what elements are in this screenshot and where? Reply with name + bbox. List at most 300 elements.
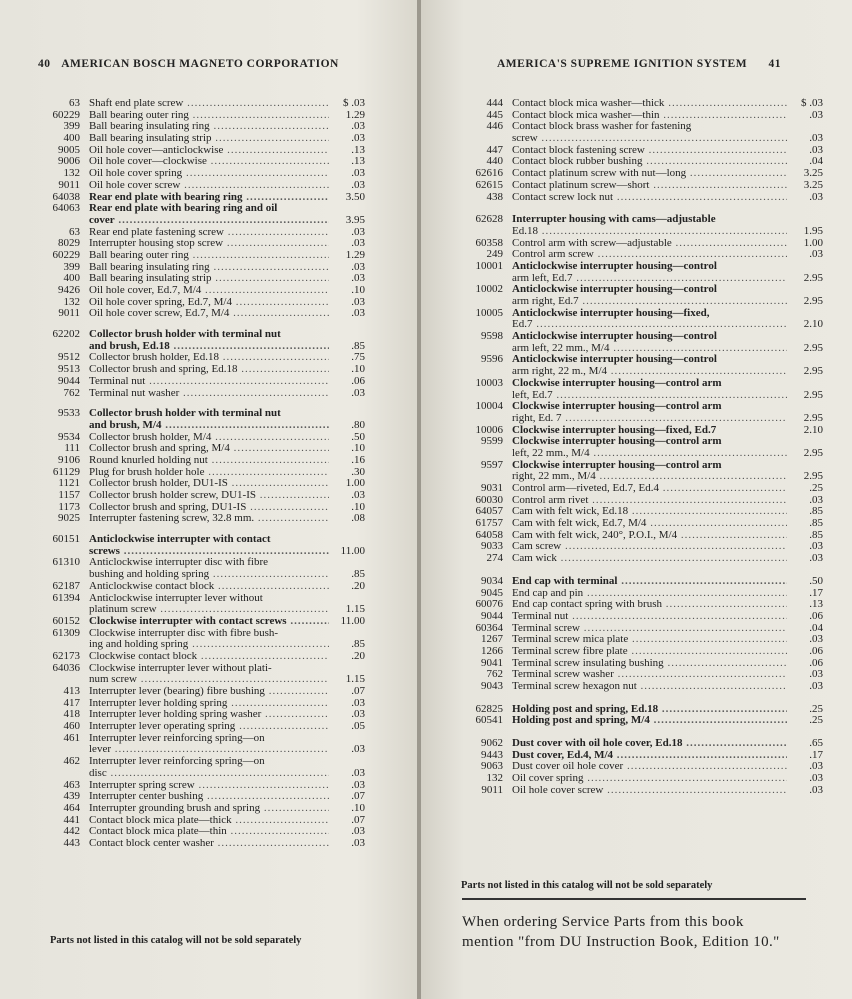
part-row bbox=[461, 681, 823, 693]
part-price: 1.00 bbox=[803, 236, 823, 249]
part-price: 3.25 bbox=[803, 167, 823, 180]
part-row bbox=[461, 669, 823, 681]
part-description: Terminal screw ..... bbox=[512, 623, 787, 635]
part-description: Clockwise interrupter housing—control arm bbox=[512, 436, 722, 448]
part-description: Interrupter lever (bearing) fibre bushing ..... bbox=[89, 686, 329, 698]
part-price: 11.00 bbox=[340, 544, 365, 557]
part-number: 417 bbox=[63, 696, 80, 709]
part-description: left, Ed.7 ..... bbox=[512, 390, 787, 402]
part-description: Ball bearing insulating strip ..... bbox=[89, 273, 329, 285]
part-number: 9006 bbox=[58, 155, 80, 168]
part-price: .03 bbox=[351, 766, 365, 779]
part-number: 9031 bbox=[481, 482, 503, 494]
part-row bbox=[461, 273, 823, 285]
part-row bbox=[461, 168, 823, 180]
part-price: .03 bbox=[351, 295, 365, 308]
part-row bbox=[38, 546, 365, 558]
part-row bbox=[461, 284, 823, 296]
part-price: 3.95 bbox=[345, 213, 365, 226]
part-description: bushing and holding spring ..... bbox=[89, 569, 329, 581]
part-price: 2.95 bbox=[803, 365, 823, 378]
right-page bbox=[421, 0, 852, 999]
part-row bbox=[461, 738, 823, 750]
part-row bbox=[461, 261, 823, 273]
part-price: .06 bbox=[809, 644, 823, 657]
part-description: right, Ed. 7 ..... bbox=[512, 413, 787, 425]
part-row bbox=[461, 390, 823, 402]
part-row bbox=[461, 634, 823, 646]
group-spacer bbox=[461, 693, 823, 704]
part-description: Interrupter housing with cams—adjustable bbox=[512, 214, 716, 226]
part-row bbox=[38, 581, 365, 593]
part-row bbox=[461, 366, 823, 378]
part-number: 399 bbox=[63, 260, 80, 273]
part-row bbox=[38, 388, 365, 400]
part-number: 461 bbox=[63, 731, 80, 744]
part-description: Terminal screw washer ..... bbox=[512, 669, 787, 681]
part-description: Terminal nut ..... bbox=[512, 611, 787, 623]
part-description: Oil hole cover spring, Ed.7, M/4 ..... bbox=[89, 297, 329, 309]
part-row bbox=[461, 773, 823, 785]
part-price: .03 bbox=[809, 493, 823, 506]
part-row bbox=[461, 354, 823, 366]
part-description: num screw ..... bbox=[89, 674, 329, 686]
part-price: .13 bbox=[809, 598, 823, 611]
part-price: 1.29 bbox=[345, 108, 365, 121]
part-description: right, 22 mm., M/4 ..... bbox=[512, 471, 787, 483]
part-number: 61129 bbox=[52, 465, 80, 478]
part-row bbox=[461, 226, 823, 238]
part-price: .07 bbox=[351, 790, 365, 803]
part-description: ing and holding spring ..... bbox=[89, 639, 329, 651]
part-row bbox=[461, 518, 823, 530]
part-row bbox=[38, 756, 365, 768]
part-price: .25 bbox=[809, 714, 823, 727]
part-price: .03 bbox=[809, 783, 823, 796]
part-number: 462 bbox=[63, 755, 80, 768]
part-price: .10 bbox=[351, 801, 365, 814]
part-row bbox=[38, 168, 365, 180]
part-number: 8029 bbox=[58, 237, 80, 250]
part-row bbox=[38, 502, 365, 514]
part-number: 9025 bbox=[58, 512, 80, 525]
part-description: Contact platinum screw with nut—long ..... bbox=[512, 168, 787, 180]
left-page bbox=[0, 0, 419, 999]
part-row bbox=[461, 121, 823, 133]
part-number: 9011 bbox=[481, 783, 503, 796]
part-number: 61757 bbox=[475, 517, 503, 530]
part-description: Oil hole cover screw, Ed.7, M/4 ..... bbox=[89, 308, 329, 320]
part-number: 463 bbox=[63, 778, 80, 791]
part-price: .03 bbox=[809, 190, 823, 203]
part-row bbox=[461, 750, 823, 762]
part-row bbox=[461, 133, 823, 145]
part-row bbox=[38, 768, 365, 780]
part-price: .16 bbox=[351, 453, 365, 466]
part-number: 62202 bbox=[52, 328, 80, 341]
part-price: .13 bbox=[351, 155, 365, 168]
part-price: 1.15 bbox=[345, 673, 365, 686]
part-number: 63 bbox=[69, 225, 80, 238]
part-row bbox=[461, 214, 823, 226]
part-price: 3.25 bbox=[803, 178, 823, 191]
part-description: Dust cover oil hole cover ..... bbox=[512, 761, 787, 773]
part-price: .13 bbox=[351, 143, 365, 156]
left-parts-list bbox=[38, 98, 365, 850]
part-row bbox=[461, 576, 823, 588]
part-description: Interrupter spring screw ..... bbox=[89, 780, 329, 792]
part-description: Ball bearing insulating ring ..... bbox=[89, 262, 329, 274]
part-row bbox=[38, 686, 365, 698]
part-row bbox=[38, 285, 365, 297]
part-price: .03 bbox=[809, 680, 823, 692]
part-description: Terminal nut washer ..... bbox=[89, 388, 329, 400]
group-spacer bbox=[461, 565, 823, 576]
part-number bbox=[461, 296, 512, 308]
part-description: Anticlockwise interrupter housing—fixed, bbox=[512, 307, 710, 319]
part-price: .03 bbox=[351, 778, 365, 791]
part-number: 10005 bbox=[475, 306, 503, 319]
part-description: Interrupter lever holding spring washer ..... bbox=[89, 709, 329, 721]
part-number: 62615 bbox=[475, 178, 503, 191]
part-description: Collector brush holder with terminal nut bbox=[89, 408, 281, 420]
part-description: Interrupter lever reinforcing spring—on bbox=[89, 756, 265, 768]
part-row bbox=[38, 364, 365, 376]
group-spacer bbox=[38, 399, 365, 408]
part-description: Ed.7 ..... bbox=[512, 319, 787, 331]
part-description: Rear end plate with bearing ring and oil bbox=[89, 203, 278, 215]
part-number: 9599 bbox=[481, 435, 503, 448]
part-number: 443 bbox=[63, 836, 80, 849]
part-number: 9005 bbox=[58, 143, 80, 156]
part-price: .03 bbox=[809, 633, 823, 646]
right-parts-list bbox=[461, 98, 823, 797]
part-description: Contact screw lock nut ..... bbox=[512, 192, 787, 204]
part-price: .03 bbox=[351, 178, 365, 191]
part-description: Cam with felt wick, 240°, P.O.I., M/4 ..... bbox=[512, 530, 787, 542]
part-price: .65 bbox=[809, 737, 823, 750]
part-price: .03 bbox=[809, 540, 823, 553]
part-number: 9513 bbox=[58, 363, 80, 376]
part-number: 64063 bbox=[52, 202, 80, 215]
part-description: Contact block fastening screw ..... bbox=[512, 145, 787, 157]
part-number: 9596 bbox=[481, 353, 503, 366]
part-number: 64058 bbox=[475, 528, 503, 541]
part-price bbox=[329, 534, 365, 546]
part-row bbox=[461, 425, 823, 437]
part-number: 60152 bbox=[52, 614, 80, 627]
part-price: 11.00 bbox=[340, 614, 365, 627]
part-row bbox=[461, 249, 823, 261]
part-row bbox=[38, 203, 365, 215]
part-description: Collector brush holder, Ed.18 ..... bbox=[89, 352, 329, 364]
part-number: 447 bbox=[486, 143, 503, 156]
part-price: .03 bbox=[809, 772, 823, 785]
part-price: 2.10 bbox=[803, 318, 823, 331]
right-page-number: 41 bbox=[768, 58, 781, 70]
part-row bbox=[38, 408, 365, 420]
part-row bbox=[38, 341, 365, 353]
part-description: Anticlockwise interrupter housing—control bbox=[512, 331, 717, 343]
part-description: Oil hole cover screw ..... bbox=[89, 180, 329, 192]
part-number: 1173 bbox=[58, 500, 80, 513]
part-row bbox=[461, 530, 823, 542]
part-row bbox=[38, 628, 365, 640]
part-description: screws ..... bbox=[89, 546, 329, 558]
part-price: .03 bbox=[351, 836, 365, 849]
part-price: $ .03 bbox=[343, 97, 365, 109]
part-description: platinum screw ..... bbox=[89, 604, 329, 616]
part-description: End cap contact spring with brush ..... bbox=[512, 599, 787, 611]
part-number: 464 bbox=[63, 801, 80, 814]
part-description: Ed.18 ..... bbox=[512, 226, 787, 238]
part-number: 1266 bbox=[481, 644, 503, 657]
part-price: .50 bbox=[809, 574, 823, 587]
part-number: 10003 bbox=[475, 376, 503, 389]
part-row bbox=[461, 599, 823, 611]
part-number: 63 bbox=[69, 97, 80, 109]
part-price: .03 bbox=[351, 132, 365, 145]
part-description: disc ..... bbox=[89, 768, 329, 780]
part-price: .30 bbox=[351, 465, 365, 478]
part-number: 762 bbox=[63, 386, 80, 399]
part-price: .03 bbox=[809, 108, 823, 121]
part-price bbox=[329, 329, 365, 341]
part-number: 62616 bbox=[475, 167, 503, 180]
part-price: .04 bbox=[809, 155, 823, 168]
part-description: Terminal nut ..... bbox=[89, 376, 329, 388]
part-row bbox=[461, 495, 823, 507]
part-price: $ .03 bbox=[801, 97, 823, 109]
part-row bbox=[38, 744, 365, 756]
part-description: Collector brush and spring, Ed.18 ..... bbox=[89, 364, 329, 376]
part-row bbox=[461, 192, 823, 204]
part-row bbox=[461, 623, 823, 635]
part-row bbox=[461, 658, 823, 670]
part-number: 9034 bbox=[481, 574, 503, 587]
part-row bbox=[461, 483, 823, 495]
part-price: .20 bbox=[351, 579, 365, 592]
part-description: End cap with terminal ..... bbox=[512, 576, 787, 588]
part-number: 9011 bbox=[58, 307, 80, 320]
part-description: Control arm—riveted, Ed.7, Ed.4 ..... bbox=[512, 483, 787, 495]
part-price: .10 bbox=[351, 500, 365, 513]
part-price: .03 bbox=[351, 120, 365, 133]
part-row bbox=[38, 455, 365, 467]
part-number: 111 bbox=[64, 442, 80, 455]
part-row bbox=[461, 156, 823, 168]
part-row bbox=[38, 838, 365, 850]
part-description: Clockwise interrupter housing—control arm bbox=[512, 377, 722, 389]
part-number bbox=[38, 420, 89, 432]
part-number: 400 bbox=[63, 272, 80, 285]
part-row bbox=[38, 478, 365, 490]
part-price: .06 bbox=[809, 609, 823, 622]
part-description: Interrupter center bushing ..... bbox=[89, 791, 329, 803]
part-row bbox=[38, 826, 365, 838]
part-row bbox=[461, 448, 823, 460]
part-description: Collector brush holder, DU1-IS ..... bbox=[89, 478, 329, 490]
part-row bbox=[38, 192, 365, 204]
part-number: 62628 bbox=[475, 213, 503, 226]
part-number: 64036 bbox=[52, 661, 80, 674]
part-price: .03 bbox=[351, 167, 365, 180]
part-row bbox=[461, 646, 823, 658]
part-row bbox=[38, 604, 365, 616]
part-number: 9533 bbox=[58, 407, 80, 420]
part-row bbox=[38, 121, 365, 133]
part-description: Shaft end plate screw ..... bbox=[89, 98, 329, 110]
right-page-running-title: AMERICA'S SUPREME IGNITION SYSTEM bbox=[497, 58, 748, 70]
part-price: 1.00 bbox=[345, 477, 365, 490]
part-row bbox=[38, 110, 365, 122]
part-number: 132 bbox=[63, 167, 80, 180]
part-description: Control arm rivet ..... bbox=[512, 495, 787, 507]
part-price: 2.95 bbox=[803, 341, 823, 354]
left-page-number: 40 bbox=[38, 58, 51, 70]
part-price: .10 bbox=[351, 442, 365, 455]
part-price bbox=[787, 331, 823, 343]
part-number: 64057 bbox=[475, 505, 503, 518]
part-row bbox=[38, 721, 365, 733]
part-price: .03 bbox=[809, 248, 823, 261]
part-price: .07 bbox=[351, 685, 365, 697]
part-description: left, 22 mm., M/4 ..... bbox=[512, 448, 787, 460]
part-description: Clockwise interrupter housing—control arm bbox=[512, 459, 722, 471]
part-number: 60364 bbox=[475, 621, 503, 634]
part-description: Collector brush holder, M/4 ..... bbox=[89, 432, 329, 444]
part-row bbox=[461, 343, 823, 355]
part-description: Cam screw ..... bbox=[512, 541, 787, 553]
part-description: Collector brush and spring, M/4 ..... bbox=[89, 443, 329, 455]
part-price: .03 bbox=[351, 489, 365, 501]
part-price: .03 bbox=[351, 386, 365, 399]
part-number: 440 bbox=[486, 155, 503, 168]
part-row bbox=[38, 145, 365, 157]
part-number bbox=[38, 768, 89, 780]
part-description: Clockwise interrupter housing—control arm bbox=[512, 401, 722, 413]
part-number: 10002 bbox=[475, 283, 503, 296]
part-price: .17 bbox=[809, 748, 823, 761]
part-row bbox=[461, 308, 823, 320]
part-price: .75 bbox=[351, 351, 365, 364]
part-number: 9106 bbox=[58, 453, 80, 466]
part-price: .03 bbox=[351, 307, 365, 320]
part-row bbox=[38, 815, 365, 827]
part-price: .03 bbox=[809, 552, 823, 565]
part-price: .03 bbox=[351, 272, 365, 285]
part-price: .25 bbox=[809, 482, 823, 494]
right-footer-note: Parts not listed in this catalog will not be sold separately bbox=[461, 880, 713, 891]
part-number: 60076 bbox=[475, 598, 503, 611]
part-price bbox=[787, 261, 823, 273]
part-number: 60151 bbox=[52, 533, 80, 546]
part-description: Ball bearing insulating strip ..... bbox=[89, 133, 329, 145]
part-number: 10001 bbox=[475, 259, 503, 272]
part-number: 60541 bbox=[475, 714, 503, 727]
part-number: 442 bbox=[63, 825, 80, 838]
part-row bbox=[461, 331, 823, 343]
part-number: 9044 bbox=[481, 609, 503, 622]
part-description: Anticlockwise interrupter with contact bbox=[89, 534, 271, 546]
part-number: 9597 bbox=[481, 458, 503, 471]
part-row bbox=[461, 506, 823, 518]
part-row bbox=[461, 180, 823, 192]
part-price: 2.95 bbox=[803, 470, 823, 483]
part-number: 413 bbox=[63, 685, 80, 697]
part-price: .10 bbox=[351, 284, 365, 296]
part-row bbox=[38, 352, 365, 364]
part-row bbox=[38, 534, 365, 546]
part-row bbox=[38, 639, 365, 651]
part-number: 9033 bbox=[481, 540, 503, 553]
part-row bbox=[38, 557, 365, 569]
part-price: 2.95 bbox=[803, 271, 823, 284]
part-row bbox=[461, 238, 823, 250]
part-row bbox=[38, 250, 365, 262]
part-description: Anticlockwise interrupter housing—control bbox=[512, 284, 717, 296]
part-price: 1.15 bbox=[345, 603, 365, 616]
part-description: Contact block center washer ..... bbox=[89, 838, 329, 850]
part-price: .03 bbox=[351, 825, 365, 838]
part-row bbox=[38, 297, 365, 309]
part-price: 2.95 bbox=[803, 446, 823, 459]
part-row bbox=[38, 215, 365, 227]
part-price: .06 bbox=[351, 374, 365, 387]
part-price: .03 bbox=[809, 143, 823, 156]
part-row bbox=[461, 541, 823, 553]
part-row bbox=[38, 663, 365, 675]
part-row bbox=[38, 180, 365, 192]
part-number: 9598 bbox=[481, 330, 503, 343]
part-number: 249 bbox=[486, 248, 503, 261]
part-description: Terminal screw insulating bushing ..... bbox=[512, 658, 787, 670]
right-page-header bbox=[497, 58, 789, 70]
part-description: screw ..... bbox=[512, 133, 787, 145]
part-number: 9512 bbox=[58, 351, 80, 364]
part-price: 2.95 bbox=[803, 295, 823, 307]
part-price: .03 bbox=[351, 225, 365, 238]
part-number: 762 bbox=[486, 668, 503, 681]
part-price: .20 bbox=[351, 649, 365, 662]
part-description: Interrupter lever operating spring ..... bbox=[89, 721, 329, 733]
ordering-note bbox=[462, 898, 806, 952]
part-description: Anticlockwise interrupter housing—control bbox=[512, 260, 717, 272]
part-number: 399 bbox=[63, 120, 80, 133]
part-description: Control arm with screw—adjustable ..... bbox=[512, 238, 787, 250]
part-description: lever ..... bbox=[89, 744, 329, 756]
part-description: Cam with felt wick, Ed.18 ..... bbox=[512, 506, 787, 518]
part-number: 61309 bbox=[52, 626, 80, 639]
part-row bbox=[38, 616, 365, 628]
part-row bbox=[461, 145, 823, 157]
part-price: .85 bbox=[809, 528, 823, 541]
part-description: Contact block rubber bushing ..... bbox=[512, 156, 787, 168]
group-spacer bbox=[461, 203, 823, 214]
part-number: 9534 bbox=[58, 430, 80, 443]
part-row bbox=[38, 791, 365, 803]
part-description: Interrupter lever reinforcing spring—on bbox=[89, 732, 265, 744]
part-description: Oil hole cover spring ..... bbox=[89, 168, 329, 180]
part-row bbox=[38, 569, 365, 581]
part-row bbox=[38, 651, 365, 663]
part-row bbox=[461, 785, 823, 797]
part-description: Cam wick ..... bbox=[512, 553, 787, 565]
part-number: 9044 bbox=[58, 374, 80, 387]
part-number: 62187 bbox=[52, 579, 80, 592]
part-description: Collector brush and spring, DU1-IS ..... bbox=[89, 502, 329, 514]
part-row bbox=[461, 553, 823, 565]
